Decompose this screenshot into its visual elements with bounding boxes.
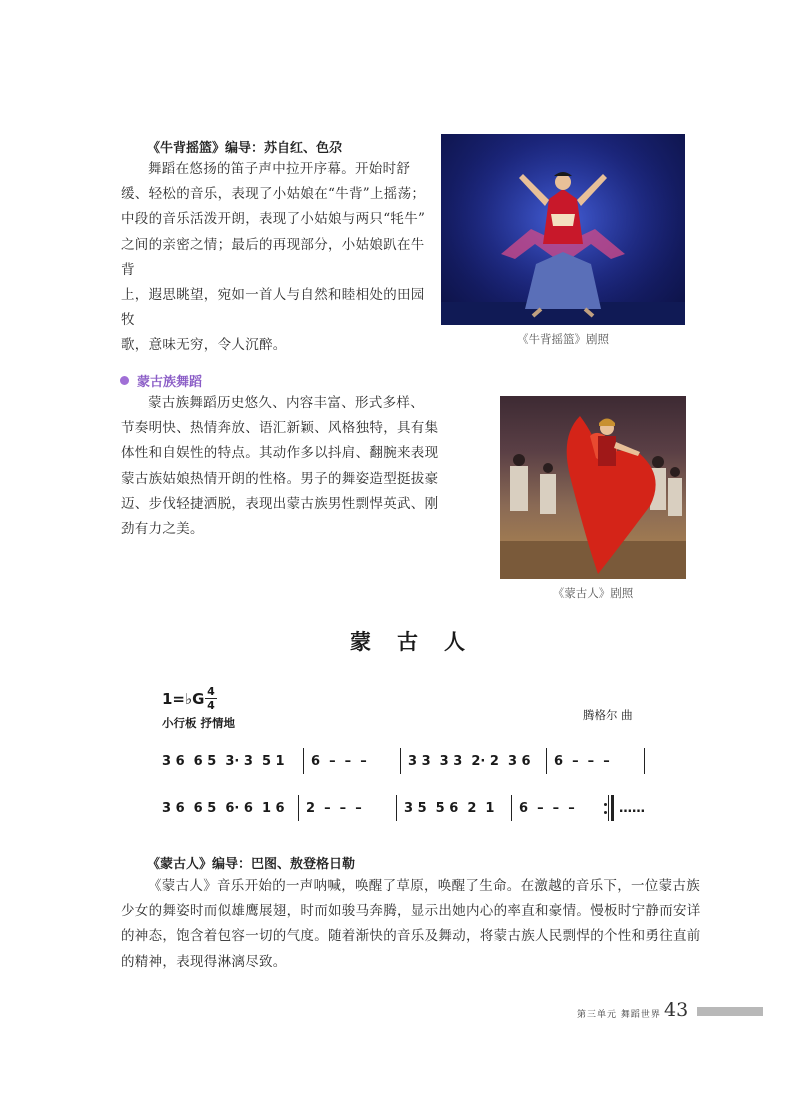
barline — [511, 795, 512, 821]
score-row1-measure1: 3 6 6 5 3· 3 5 1 — [162, 754, 285, 769]
photo2-caption: 《蒙古人》剧照 — [552, 586, 634, 600]
barline — [644, 748, 645, 774]
score-tempo: 小行板 抒情地 — [162, 716, 236, 730]
score-ending-ellipsis: …… — [619, 801, 645, 816]
footer-unit: 第三单元 舞蹈世界 — [577, 1010, 661, 1020]
time-sig-bottom: 4 — [207, 699, 215, 712]
section1-line: 歌，意味无穷，令人沉醉。 — [121, 337, 287, 354]
footer-bar — [697, 1007, 763, 1016]
barline — [546, 748, 547, 774]
section3-body — [121, 874, 701, 975]
section2-line: 蒙古族姑娘热情开朗的性格。男子的舞姿造型挺拔豪 — [121, 470, 439, 487]
section2-line: 体性和自娱性的特点。其动作多以抖肩、翻腕来表现 — [121, 445, 439, 462]
barline — [396, 795, 397, 821]
score-row2-measure4: 6 – – – — [519, 801, 575, 816]
section3-heading: 《蒙古人》编导：巴图、敖登格日勒 — [147, 857, 356, 872]
section2-line: 迈、步伐轻捷洒脱，表现出蒙古族男性剽悍英武、刚 — [121, 495, 439, 512]
barline — [298, 795, 299, 821]
section3-line: 的精神，表现得淋漓尽致。 — [121, 953, 287, 970]
dancers-illustration — [441, 134, 685, 325]
section3-line: 的神态，饱含着包容一切的气度。随着渐快的音乐及舞动，将蒙古族人民剽悍的个性和勇往直前 — [121, 928, 701, 945]
section2-body — [121, 391, 439, 542]
barline — [303, 748, 304, 774]
section2-line: 劲有力之美。 — [121, 521, 204, 538]
section3-line: 《蒙古人》音乐开始的一声呐喊，唤醒了草原，唤醒了生命。在激越的音乐下，一位蒙古族 — [148, 878, 700, 894]
dancer-red-dress-illustration — [500, 396, 686, 579]
section1-line: 缓、轻松的音乐，表现了小姑娘在“牛背”上摇荡； — [121, 186, 426, 203]
repeat-end-sign — [604, 795, 612, 821]
section1-body — [121, 157, 433, 359]
bullet-dot-icon — [120, 376, 129, 385]
score-row2-measure2: 2 – – – — [306, 801, 362, 816]
song-title: 蒙古人 — [350, 629, 491, 654]
menggu-ren-photo — [500, 396, 686, 579]
section1-line: 舞蹈在悠扬的笛子声中拉开序幕。开始时舒 — [148, 161, 411, 177]
section1-line: 中段的音乐活泼开朗，表现了小姑娘与两只“牦牛” — [121, 211, 426, 228]
score-composer: 腾格尔 曲 — [583, 708, 633, 722]
section2-line: 节奏明快、热情奔放、语汇新颖、风格独特，具有集 — [121, 420, 439, 437]
section2-title: 蒙古族舞蹈 — [137, 375, 203, 390]
score-row1-measure3: 3 3 3 3 2· 2 3 6 — [408, 754, 531, 769]
score-row1-measure2: 6 – – – — [311, 754, 367, 769]
score-row2-measure3: 3 5 5 6 2 1 — [404, 801, 495, 816]
section2-line: 蒙古族舞蹈历史悠久、内容丰富、形式多样、 — [148, 395, 424, 411]
score-row2-measure1: 3 6 6 5 6· 6 1 6 — [162, 801, 285, 816]
photo1-caption: 《牛背摇篮》剧照 — [517, 332, 609, 346]
score-key: 1=♭G — [162, 690, 205, 708]
score-row1-measure4: 6 – – – — [554, 754, 610, 769]
page-number: 43 — [664, 999, 689, 1021]
time-sig-top: 4 — [207, 685, 215, 698]
section1-line: 上，遐思眺望，宛如一首人与自然和睦相处的田园牧 — [121, 287, 425, 329]
niubei-yaolan-photo — [441, 134, 685, 325]
section3-line: 少女的舞姿时而似雄鹰展翅，时而如骏马奔腾，显示出她内心的率直和豪情。慢板时宁静而安详 — [121, 903, 701, 920]
section2-title-row — [120, 371, 202, 390]
score-time-signature — [205, 686, 217, 711]
barline — [400, 748, 401, 774]
section1-line: 之间的亲密之情；最后的再现部分，小姑娘趴在牛背 — [121, 236, 425, 278]
section1-heading: 《牛背摇篮》编导：苏自红、色尕 — [147, 141, 343, 156]
